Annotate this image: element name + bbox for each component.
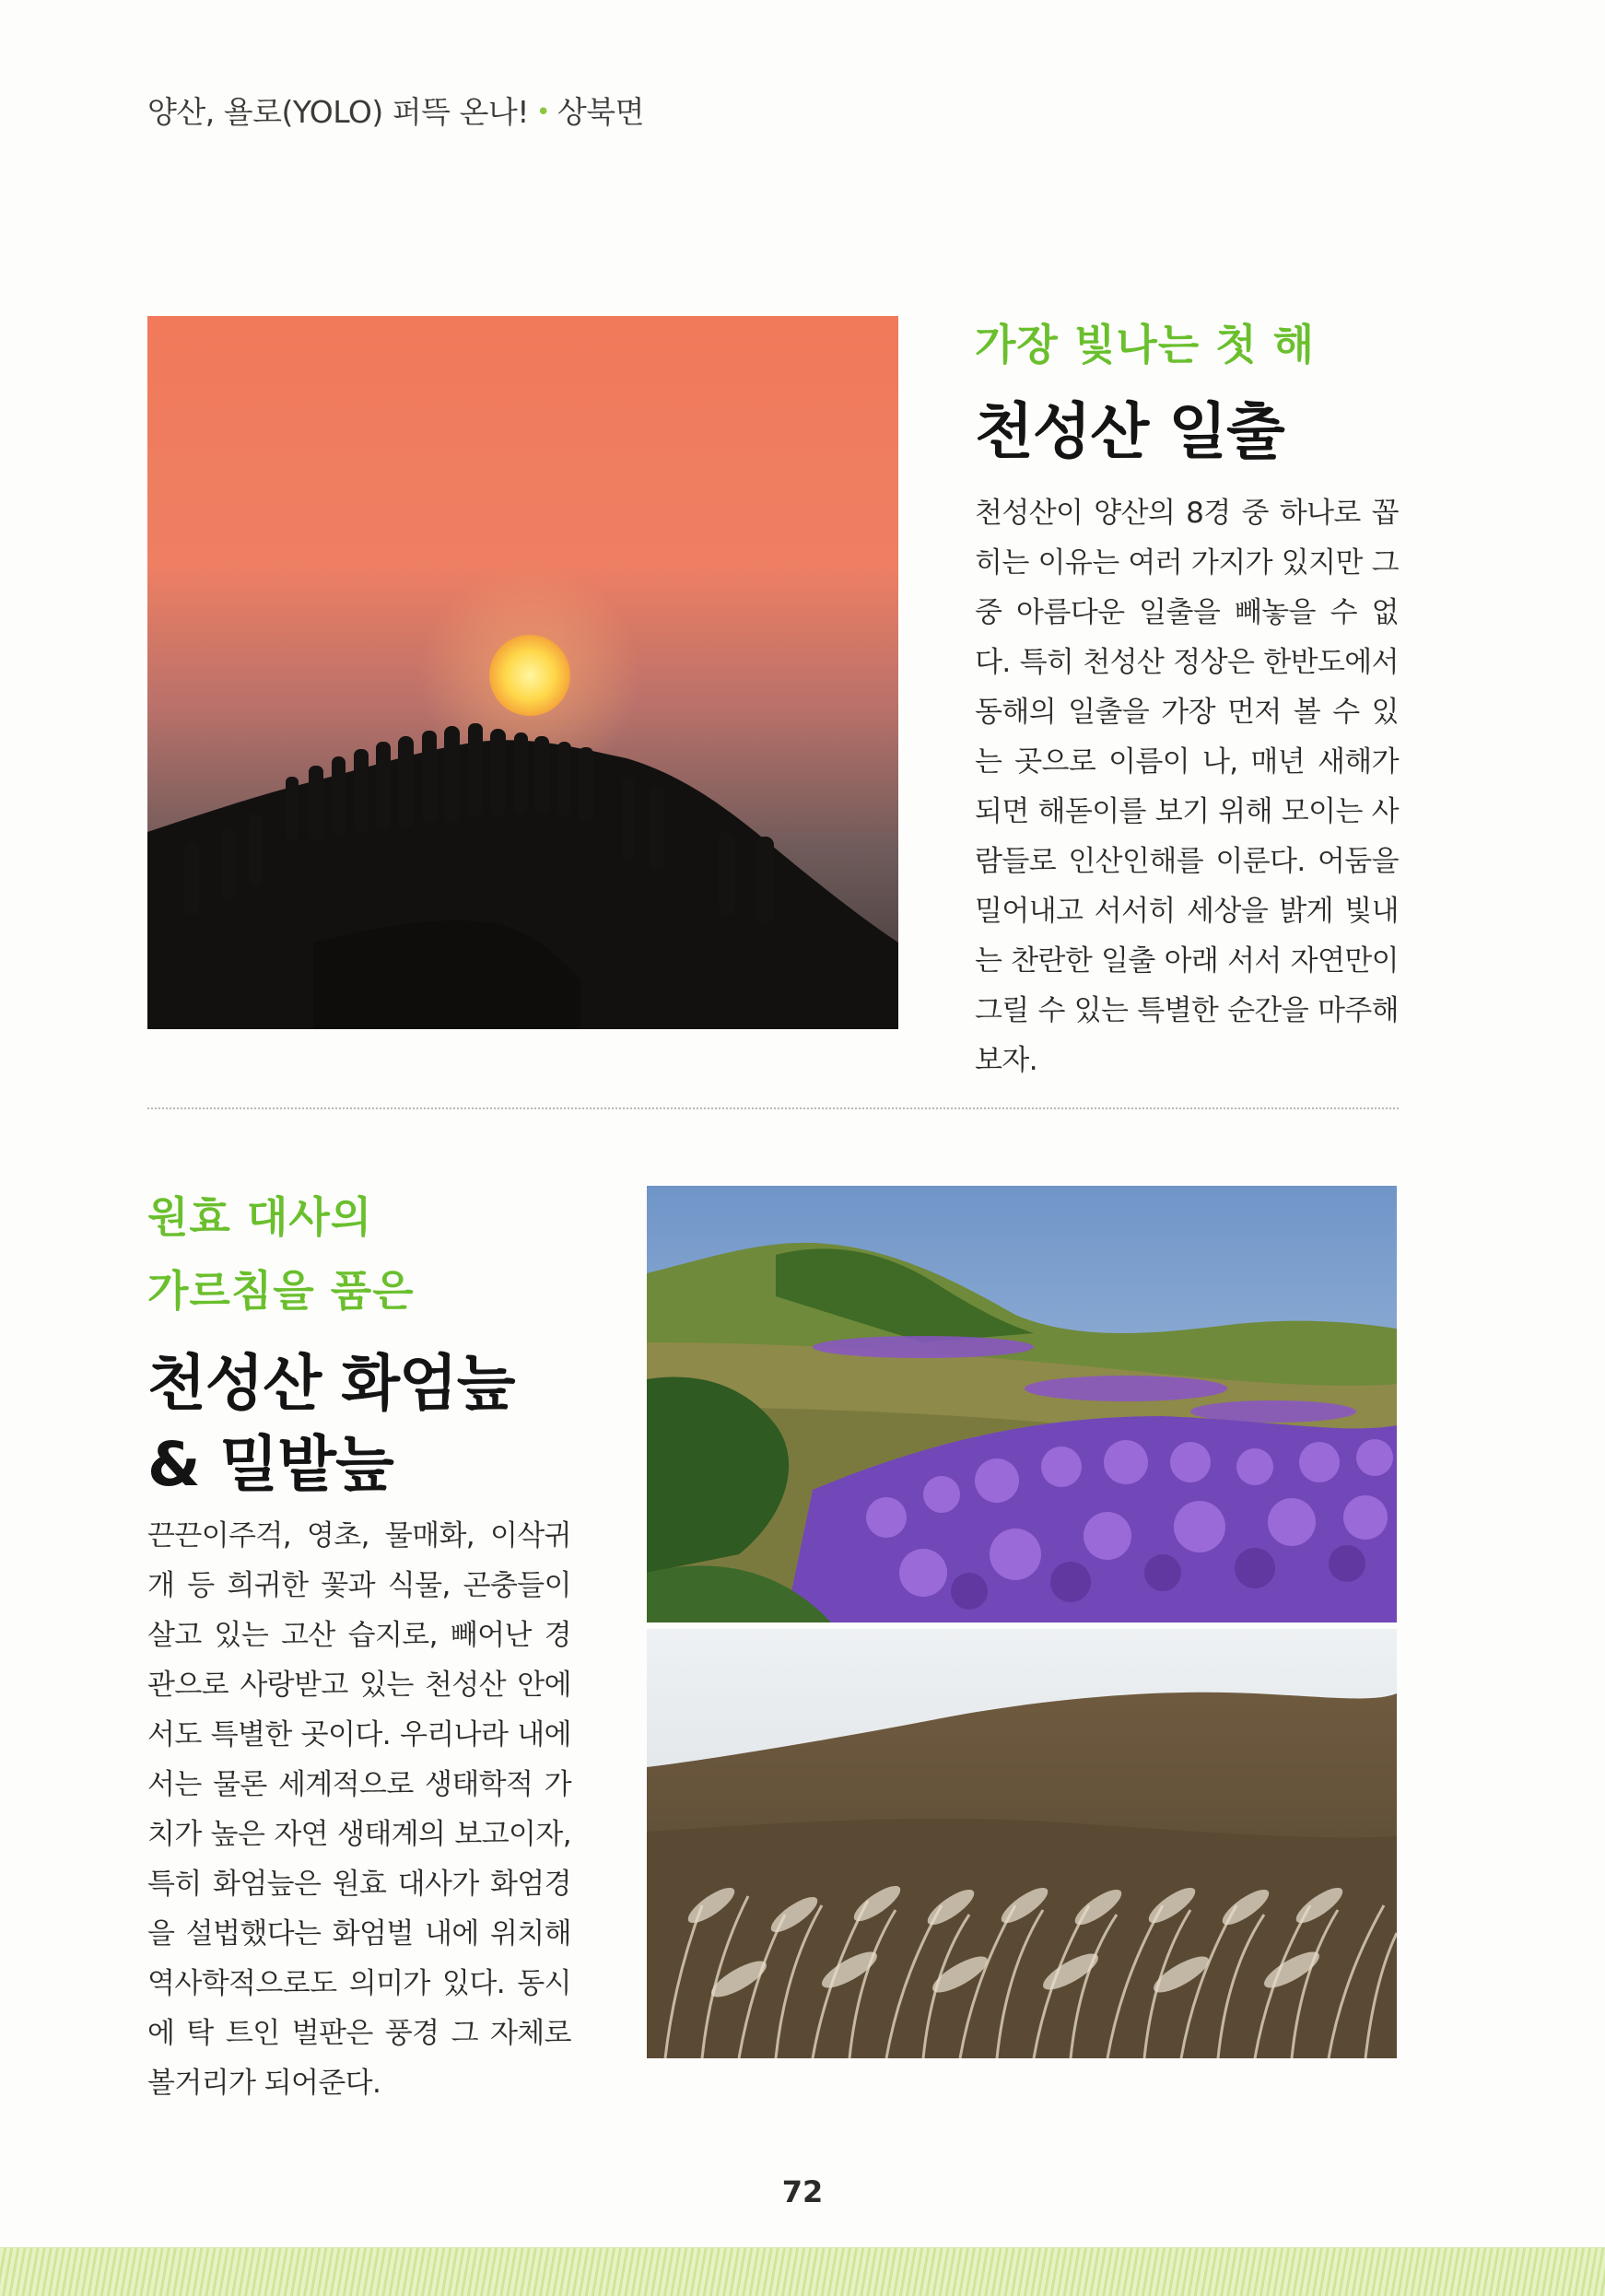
wetland-kicker-line1: 원효 대사의 (147, 1192, 373, 1242)
wetland-body-text: 끈끈이주걱, 영초, 물매화, 이삭귀개 등 희귀한 꽃과 식물, 곤충들이 살고 있는 고산 습지로, 빼어난 경관으로 사랑받고 있는 천성산 안에서도 특별한 곳이다. 우리나라 내에서는 물론 세계적으로 생태학적 가치가 높은 자연 생태계의 보고이자, 특히 화엄늪은 원효 대사가 화엄경을 설법했다는 화엄벌 내에 위치해 역사학적으로도 의미가 있다. 동시에 탁 트인 벌판은 풍경 그 자체로 볼거리가 되어준다. (147, 1519, 571, 2100)
section-divider (147, 1107, 1399, 1109)
page-number: 72 (781, 2174, 824, 2209)
header-title: 양산, 욜로(YOLO) 퍼뜩 온나! (147, 94, 529, 130)
header-section: 상북면 (556, 94, 644, 130)
sunrise-photo (147, 316, 898, 1029)
wetland-kicker-line2: 가르침을 품은 (147, 1266, 415, 1316)
running-header (147, 88, 644, 132)
sunrise-title: 천성산 일출 (975, 396, 1284, 467)
header-separator-dot: • (535, 99, 550, 126)
wetland-title-line2: & 밀밭늪 (147, 1429, 393, 1500)
sunrise-body-text: 천성산이 양산의 8경 중 하나로 꼽히는 이유는 여러 가지가 있지만 그중 아름다운 일출을 빼놓을 수 없다. 특히 천성산 정상은 한반도에서 동해의 일출을 가장 먼저 볼 수 있는 곳으로 이름이 나, 매년 새해가 되면 해돋이를 보기 위해 모이는 사람들로 인산인해를 이룬다. 어둠을 밀어내고 서서히 세상을 밝게 빛내는 찬란한 일출 아래 서서 자연만이 그릴 수 있는 특별한 순간을 마주해 보자. (975, 497, 1399, 1077)
azalea-hillside-photo (647, 1186, 1397, 1622)
wetland-title-line1: 천성산 화엄늪 (147, 1348, 515, 1419)
bottom-decorative-band (0, 2247, 1605, 2296)
sunrise-kicker: 가장 빛나는 첫 해 (975, 320, 1316, 369)
silver-grass-photo (647, 1629, 1397, 2058)
